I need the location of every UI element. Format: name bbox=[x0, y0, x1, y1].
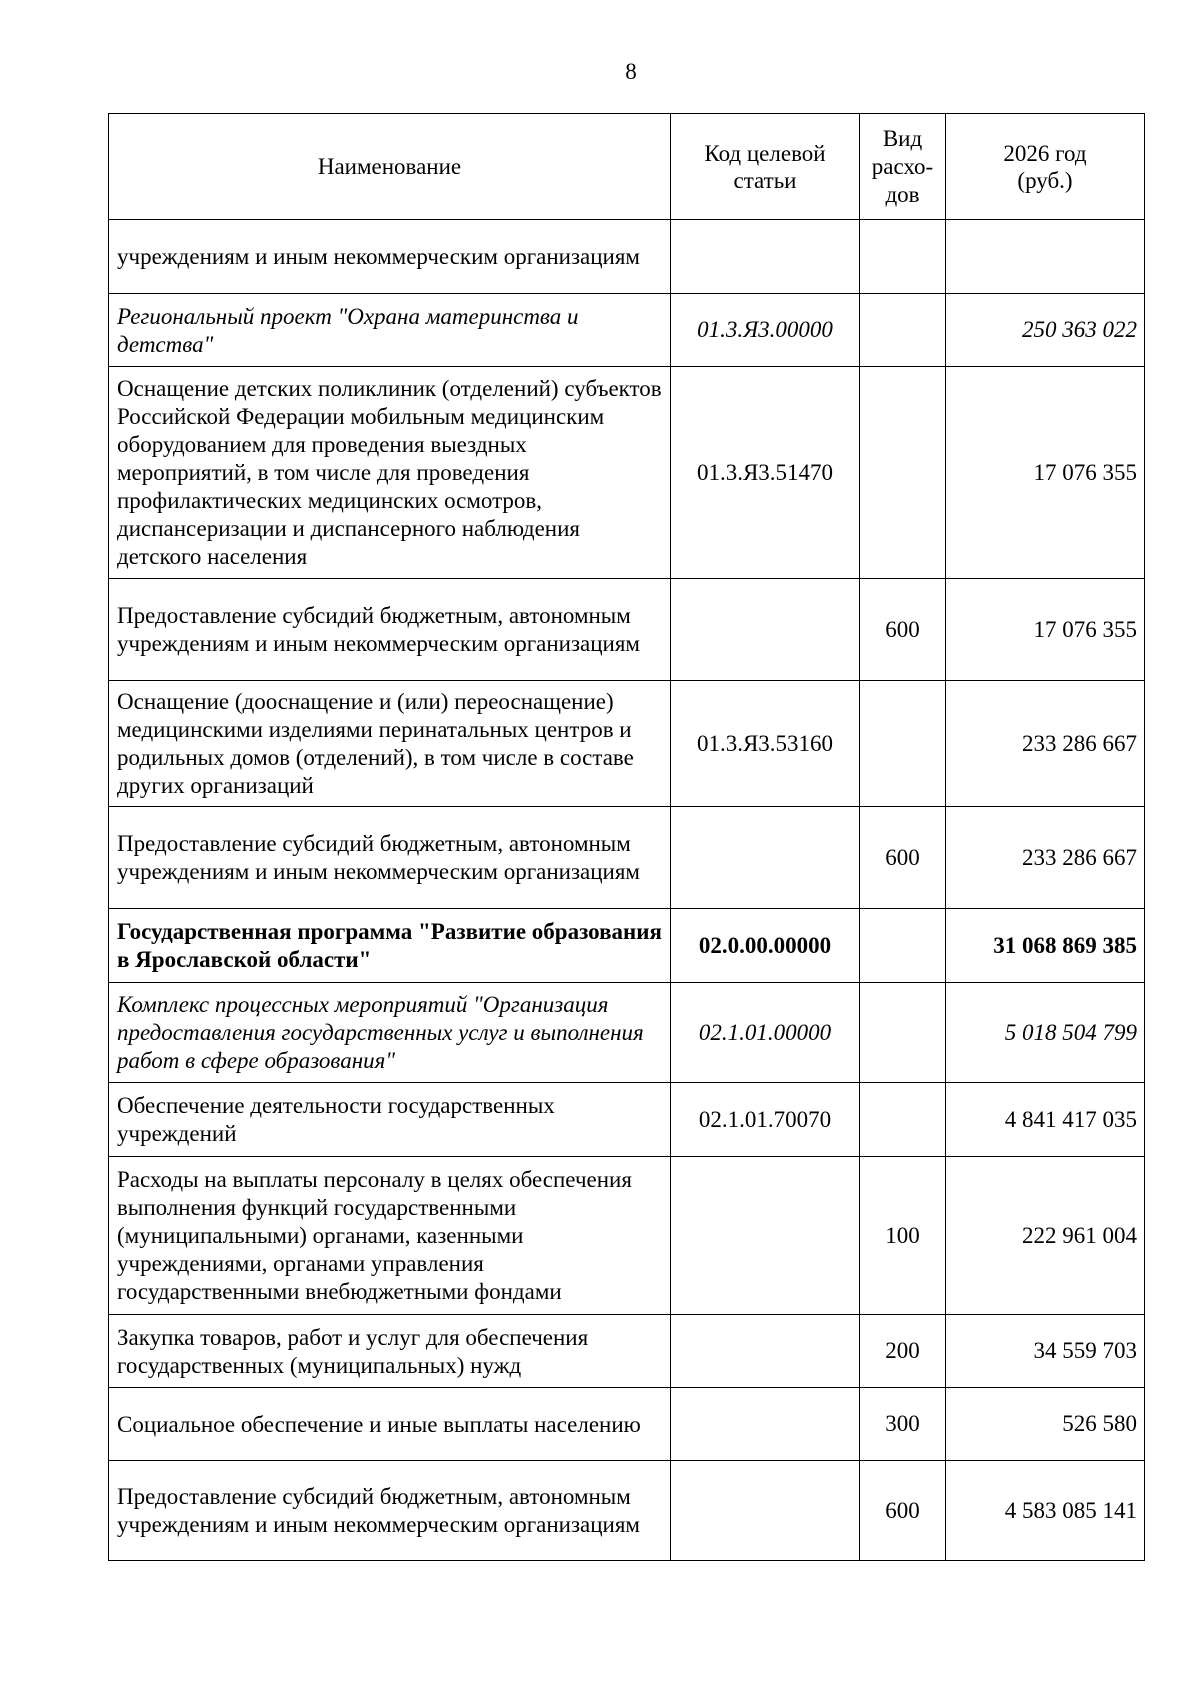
cell-code bbox=[671, 807, 860, 909]
cell-name: Оснащение детских поликлиник (отделений) субъектов Российской Федерации мобильным медицинским оборудованием для проведения выездных мероприятий, в том числе для проведения профилактических медицинских осмотров, диспансеризации и диспансерного наблюдения детского населения bbox=[109, 367, 671, 579]
table-row bbox=[109, 294, 1145, 367]
table-row bbox=[109, 681, 1145, 807]
cell-amount: 5 018 504 799 bbox=[946, 983, 1145, 1083]
cell-vid: 200 bbox=[860, 1315, 946, 1388]
cell-amount: 17 076 355 bbox=[946, 579, 1145, 681]
cell-vid bbox=[860, 294, 946, 367]
cell-code bbox=[671, 1461, 860, 1561]
table-row bbox=[109, 367, 1145, 579]
cell-name: Расходы на выплаты персоналу в целях обеспечения выполнения функций государственными (муниципальными) органами, казенными учреждениями, органами управления государственными внебюджетными фондами bbox=[109, 1157, 671, 1315]
header-amount-line1: 2026 год bbox=[1003, 140, 1087, 166]
cell-name: Государственная программа "Развитие образования в Ярославской области" bbox=[109, 909, 671, 983]
table-row bbox=[109, 1388, 1145, 1461]
cell-vid bbox=[860, 367, 946, 579]
cell-name: Комплекс процессных мероприятий "Организация предоставления государственных услуг и выполнения работ в сфере образования" bbox=[109, 983, 671, 1083]
cell-amount: 222 961 004 bbox=[946, 1157, 1145, 1315]
cell-amount: 233 286 667 bbox=[946, 807, 1145, 909]
cell-vid bbox=[860, 909, 946, 983]
cell-code bbox=[671, 579, 860, 681]
cell-code: 01.3.Я3.53160 bbox=[671, 681, 860, 807]
cell-vid bbox=[860, 1083, 946, 1157]
budget-table bbox=[108, 113, 1145, 1561]
header-vid-line3: дов bbox=[885, 181, 920, 207]
cell-amount: 250 363 022 bbox=[946, 294, 1145, 367]
table-row bbox=[109, 1461, 1145, 1561]
cell-vid: 600 bbox=[860, 1461, 946, 1561]
table-row bbox=[109, 1083, 1145, 1157]
header-amount-line2: (руб.) bbox=[1017, 167, 1073, 193]
table-row bbox=[109, 1315, 1145, 1388]
table-body bbox=[109, 220, 1145, 1561]
cell-name: Предоставление субсидий бюджетным, автономным учреждениям и иным некоммерческим организациям bbox=[109, 1461, 671, 1561]
cell-amount: 34 559 703 bbox=[946, 1315, 1145, 1388]
header-code-line2: статьи bbox=[733, 167, 797, 193]
header-code-line1: Код целевой bbox=[704, 140, 826, 166]
cell-name: Закупка товаров, работ и услуг для обеспечения государственных (муниципальных) нужд bbox=[109, 1315, 671, 1388]
cell-vid bbox=[860, 681, 946, 807]
cell-vid bbox=[860, 220, 946, 294]
table-row bbox=[109, 807, 1145, 909]
header-code bbox=[671, 114, 860, 220]
cell-amount: 17 076 355 bbox=[946, 367, 1145, 579]
table-row bbox=[109, 983, 1145, 1083]
cell-code bbox=[671, 1388, 860, 1461]
cell-code: 02.1.01.70070 bbox=[671, 1083, 860, 1157]
cell-amount bbox=[946, 220, 1145, 294]
cell-name: Региональный проект "Охрана материнства и детства" bbox=[109, 294, 671, 367]
cell-vid: 100 bbox=[860, 1157, 946, 1315]
cell-amount: 4 841 417 035 bbox=[946, 1083, 1145, 1157]
table-row bbox=[109, 579, 1145, 681]
header-amount bbox=[946, 114, 1145, 220]
header-vid-line1: Вид bbox=[882, 125, 923, 151]
cell-code bbox=[671, 220, 860, 294]
header-name: Наименование bbox=[109, 114, 671, 220]
cell-code: 02.0.00.00000 bbox=[671, 909, 860, 983]
cell-code: 01.3.Я3.51470 bbox=[671, 367, 860, 579]
cell-vid: 600 bbox=[860, 807, 946, 909]
cell-code bbox=[671, 1157, 860, 1315]
table-row bbox=[109, 220, 1145, 294]
cell-amount: 233 286 667 bbox=[946, 681, 1145, 807]
cell-name: Социальное обеспечение и иные выплаты населению bbox=[109, 1388, 671, 1461]
table-header bbox=[109, 114, 1145, 220]
cell-name: Обеспечение деятельности государственных учреждений bbox=[109, 1083, 671, 1157]
cell-name: учреждениям и иным некоммерческим организациям bbox=[109, 220, 671, 294]
cell-code: 01.3.Я3.00000 bbox=[671, 294, 860, 367]
cell-code bbox=[671, 1315, 860, 1388]
table-row bbox=[109, 909, 1145, 983]
cell-name: Предоставление субсидий бюджетным, автономным учреждениям и иным некоммерческим организациям bbox=[109, 807, 671, 909]
cell-name: Оснащение (дооснащение и (или) переоснащение) медицинскими изделиями перинатальных центров и родильных домов (отделений), в том числе в составе других организаций bbox=[109, 681, 671, 807]
header-vid-line2: расхо- bbox=[871, 153, 934, 179]
cell-vid: 300 bbox=[860, 1388, 946, 1461]
cell-vid: 600 bbox=[860, 579, 946, 681]
cell-vid bbox=[860, 983, 946, 1083]
table-row bbox=[109, 1157, 1145, 1315]
page-number: 8 bbox=[625, 59, 637, 84]
cell-amount: 4 583 085 141 bbox=[946, 1461, 1145, 1561]
cell-code: 02.1.01.00000 bbox=[671, 983, 860, 1083]
header-vid bbox=[860, 114, 946, 220]
cell-amount: 31 068 869 385 bbox=[946, 909, 1145, 983]
cell-name: Предоставление субсидий бюджетным, автономным учреждениям и иным некоммерческим организациям bbox=[109, 579, 671, 681]
cell-amount: 526 580 bbox=[946, 1388, 1145, 1461]
